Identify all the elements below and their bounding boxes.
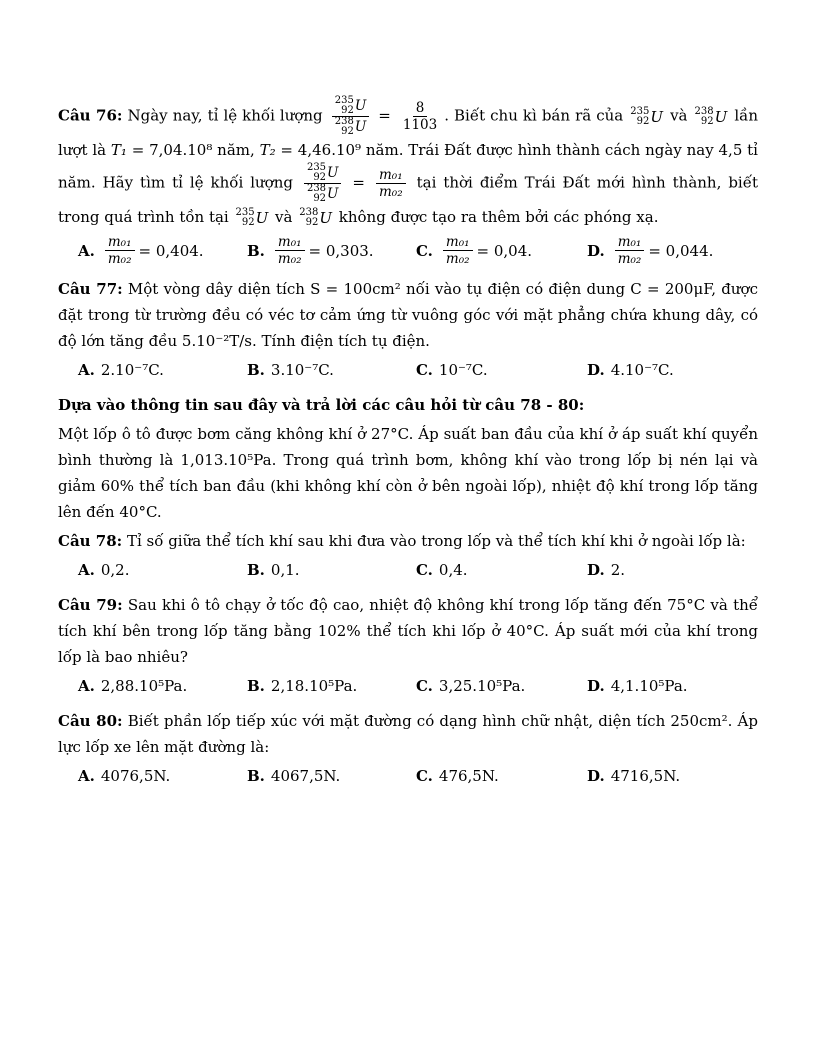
text-segment: Ngày nay, tỉ lệ khối lượng bbox=[127, 106, 323, 125]
mass-number: 238 bbox=[694, 105, 714, 117]
option-label: A. bbox=[78, 677, 95, 695]
option-label: D. bbox=[587, 361, 605, 379]
option-77-d bbox=[587, 357, 758, 383]
option-77-a bbox=[78, 357, 247, 383]
element-symbol: U bbox=[354, 119, 367, 135]
answers-78 bbox=[58, 557, 758, 583]
fraction-numerator: m₀₁ bbox=[105, 234, 135, 251]
element-symbol: U bbox=[255, 209, 269, 227]
option-value: 2. bbox=[610, 561, 626, 579]
option-label: C. bbox=[416, 767, 433, 785]
option-80-b bbox=[247, 763, 416, 789]
isotope-u235 bbox=[236, 205, 269, 231]
option-value: = 0,04. bbox=[476, 241, 533, 260]
atomic-number: 92 bbox=[313, 172, 327, 183]
option-label: C. bbox=[416, 561, 433, 579]
option-label: B. bbox=[247, 767, 265, 785]
text-segment: = 4,46.10⁹ năm. Trái Đất được hình thành cách ngày nay 4,5 tỉ năm. Hãy tìm tỉ lệ khối lượng bbox=[58, 141, 758, 192]
mass-ratio-fraction bbox=[615, 234, 645, 267]
text-segment: lần lượt là bbox=[58, 106, 758, 159]
mass-ratio-fraction bbox=[443, 234, 473, 267]
atomic-number: 92 bbox=[341, 126, 354, 137]
question-77-label: Câu 77: bbox=[58, 280, 123, 298]
option-label: A. bbox=[78, 767, 95, 785]
number-fraction bbox=[400, 100, 440, 133]
option-label: C. bbox=[416, 361, 433, 379]
option-value: 0,2. bbox=[100, 561, 130, 579]
option-78-a bbox=[78, 557, 247, 583]
question-80-label: Câu 80: bbox=[58, 712, 123, 730]
mass-number: 238 bbox=[299, 207, 319, 218]
option-77-b bbox=[247, 357, 416, 383]
mass-number: 235 bbox=[235, 207, 255, 218]
option-80-a bbox=[78, 763, 247, 789]
variable-t2: T₂ bbox=[259, 141, 276, 159]
text-segment: = 7,04.10⁸ năm, bbox=[131, 141, 255, 159]
option-value: 476,5N. bbox=[438, 767, 499, 785]
fraction-denominator: m₀₂ bbox=[378, 184, 403, 200]
element-symbol: U bbox=[327, 165, 339, 181]
text-segment: và bbox=[670, 106, 688, 125]
option-label: D. bbox=[587, 767, 605, 785]
mass-number: 238 bbox=[334, 116, 354, 127]
isotope-u238 bbox=[299, 205, 332, 231]
option-79-a bbox=[78, 673, 247, 699]
text-segment: tại thời điểm Trái Đất mới hình thành, biết trong quá trình tồn tại bbox=[58, 173, 758, 226]
option-label: C. bbox=[416, 241, 433, 260]
group-intro: Một lốp ô tô được bơm căng không khí ở 27°C. Áp suất ban đầu của khí ở áp suất khí quyển bình thường là 1,013.10⁵Pa. Trong quá trình bơm, không khí vào trong lốp bị nén lại và giảm 60% thể tích ban đầu (khi không khí còn ở bên ngoài lốp), nhiệt độ khí trong lốp tăng lên đến 40°C. bbox=[58, 425, 758, 521]
text-segment: Một vòng dây diện tích S = 100cm² nối vào tụ điện có điện dung C = 200μF, được đặt trong từ trường đều có véc tơ cảm ứng từ vuông góc với mặt phẳng chứa khung dây, có độ lớn tăng đều 5.10⁻²T/s. Tính điện tích tụ điện. bbox=[58, 280, 758, 350]
question-79-label: Câu 79: bbox=[58, 596, 123, 614]
atomic-number: 92 bbox=[241, 217, 255, 228]
option-label: C. bbox=[416, 677, 433, 695]
option-label: D. bbox=[587, 241, 605, 260]
fraction-numerator: m₀₁ bbox=[615, 234, 645, 251]
question-78-label: Câu 78: bbox=[58, 532, 123, 550]
option-label: A. bbox=[78, 361, 95, 379]
option-label: D. bbox=[587, 677, 605, 695]
isotope-u235 bbox=[630, 104, 663, 130]
isotope-u238 bbox=[307, 184, 338, 204]
fraction-denominator: m₀₂ bbox=[617, 251, 642, 267]
option-value: 3,25.10⁵Pa. bbox=[438, 677, 526, 695]
question-76-label: Câu 76: bbox=[58, 106, 123, 125]
option-77-c bbox=[416, 357, 587, 383]
option-79-d bbox=[587, 673, 758, 699]
text-segment: . Biết chu kì bán rã của bbox=[444, 106, 624, 125]
text-segment: và bbox=[275, 208, 293, 226]
option-value: 2,88.10⁵Pa. bbox=[100, 677, 188, 695]
mass-number: 238 bbox=[306, 183, 327, 194]
isotope-ratio-fraction bbox=[332, 96, 369, 137]
option-value: 2,18.10⁵Pa. bbox=[270, 677, 358, 695]
option-label: B. bbox=[247, 677, 265, 695]
option-80-d bbox=[587, 763, 758, 789]
option-value: 0,4. bbox=[438, 561, 468, 579]
fraction-numerator: m₀₁ bbox=[376, 167, 406, 184]
option-79-b bbox=[247, 673, 416, 699]
question-76-text bbox=[58, 96, 758, 231]
answers-80 bbox=[58, 763, 758, 789]
question-77-text bbox=[58, 276, 758, 354]
group-header: Dựa vào thông tin sau đây và trả lời các câu hỏi từ câu 78 - 80: bbox=[58, 396, 585, 414]
fraction-denominator: 1103 bbox=[402, 117, 438, 133]
mass-ratio-fraction bbox=[275, 234, 305, 267]
equals-sign: = bbox=[352, 173, 365, 192]
mass-number: 235 bbox=[306, 162, 327, 173]
option-value: 4,1.10⁵Pa. bbox=[610, 677, 688, 695]
element-symbol: U bbox=[650, 107, 664, 126]
answers-76 bbox=[58, 234, 758, 267]
fraction-denominator bbox=[332, 117, 369, 137]
option-value: 2.10⁻⁷C. bbox=[100, 361, 164, 379]
fraction-numerator bbox=[332, 96, 369, 117]
text-segment: Biết phần lốp tiếp xúc với mặt đường có dạng hình chữ nhật, diện tích 250cm². Áp lực lốp xe lên mặt đường là: bbox=[58, 712, 758, 756]
option-value: 4067,5N. bbox=[270, 767, 341, 785]
fraction-numerator bbox=[304, 163, 341, 184]
text-segment: Tỉ số giữa thể tích khí sau khi đưa vào trong lốp và thể tích khí khi ở ngoài lốp là: bbox=[126, 532, 746, 550]
isotope-u235 bbox=[335, 96, 366, 116]
option-value: 10⁻⁷C. bbox=[438, 361, 488, 379]
isotope-u238 bbox=[695, 104, 728, 130]
equals-sign: = bbox=[378, 106, 391, 125]
option-label: B. bbox=[247, 361, 265, 379]
fraction-numerator: m₀₁ bbox=[443, 234, 473, 251]
atomic-number: 92 bbox=[636, 115, 650, 127]
isotope-u238 bbox=[335, 117, 366, 137]
fraction-denominator: m₀₂ bbox=[445, 251, 470, 267]
option-79-c bbox=[416, 673, 587, 699]
mass-number: 235 bbox=[630, 105, 650, 117]
element-symbol: U bbox=[319, 209, 332, 227]
option-value: = 0,404. bbox=[138, 241, 204, 260]
option-value: = 0,303. bbox=[308, 241, 374, 260]
option-label: D. bbox=[587, 561, 605, 579]
option-value: 4716,5N. bbox=[610, 767, 681, 785]
isotope-ratio-fraction bbox=[304, 163, 341, 204]
option-value: 3.10⁻⁷C. bbox=[270, 361, 334, 379]
element-symbol: U bbox=[327, 186, 339, 202]
atomic-number: 92 bbox=[305, 217, 319, 228]
question-80-text bbox=[58, 708, 758, 760]
option-value: 0,1. bbox=[270, 561, 300, 579]
answers-77 bbox=[58, 357, 758, 383]
text-segment: Sau khi ô tô chạy ở tốc độ cao, nhiệt độ không khí trong lốp tăng đến 75°C và thể tích khí bên trong lốp tăng bằng 102% thể tích khi lốp ở 40°C. Áp suất mới của khí trong lốp là bao nhiêu? bbox=[58, 596, 758, 666]
atomic-number: 92 bbox=[341, 105, 354, 116]
option-label: A. bbox=[78, 561, 95, 579]
answers-79 bbox=[58, 673, 758, 699]
isotope-u235 bbox=[307, 163, 338, 183]
option-80-c bbox=[416, 763, 587, 789]
element-symbol: U bbox=[354, 98, 367, 114]
option-76-c bbox=[416, 234, 587, 267]
option-78-d bbox=[587, 557, 758, 583]
atomic-number: 92 bbox=[313, 193, 327, 204]
question-78-text bbox=[58, 528, 758, 554]
option-value: 4076,5N. bbox=[100, 767, 171, 785]
variable-t1: T₁ bbox=[110, 141, 127, 159]
mass-ratio-fraction bbox=[105, 234, 135, 267]
fraction-numerator: 8 bbox=[413, 100, 428, 117]
fraction-numerator: m₀₁ bbox=[275, 234, 305, 251]
option-76-b bbox=[247, 234, 416, 267]
atomic-number: 92 bbox=[700, 115, 714, 127]
option-value: 4.10⁻⁷C. bbox=[610, 361, 674, 379]
fraction-denominator: m₀₂ bbox=[107, 251, 132, 267]
fraction-denominator bbox=[304, 184, 341, 204]
text-segment: không được tạo ra thêm bởi các phóng xạ. bbox=[338, 208, 659, 226]
option-78-b bbox=[247, 557, 416, 583]
mass-number: 235 bbox=[334, 95, 354, 106]
mass-ratio-fraction bbox=[376, 167, 406, 200]
fraction-denominator: m₀₂ bbox=[277, 251, 302, 267]
option-value: = 0,044. bbox=[648, 241, 714, 260]
option-76-a bbox=[78, 234, 247, 267]
question-79-text bbox=[58, 592, 758, 670]
option-label: A. bbox=[78, 241, 95, 260]
option-label: B. bbox=[247, 561, 265, 579]
element-symbol: U bbox=[714, 107, 728, 126]
option-78-c bbox=[416, 557, 587, 583]
option-76-d bbox=[587, 234, 758, 267]
option-label: B. bbox=[247, 241, 265, 260]
